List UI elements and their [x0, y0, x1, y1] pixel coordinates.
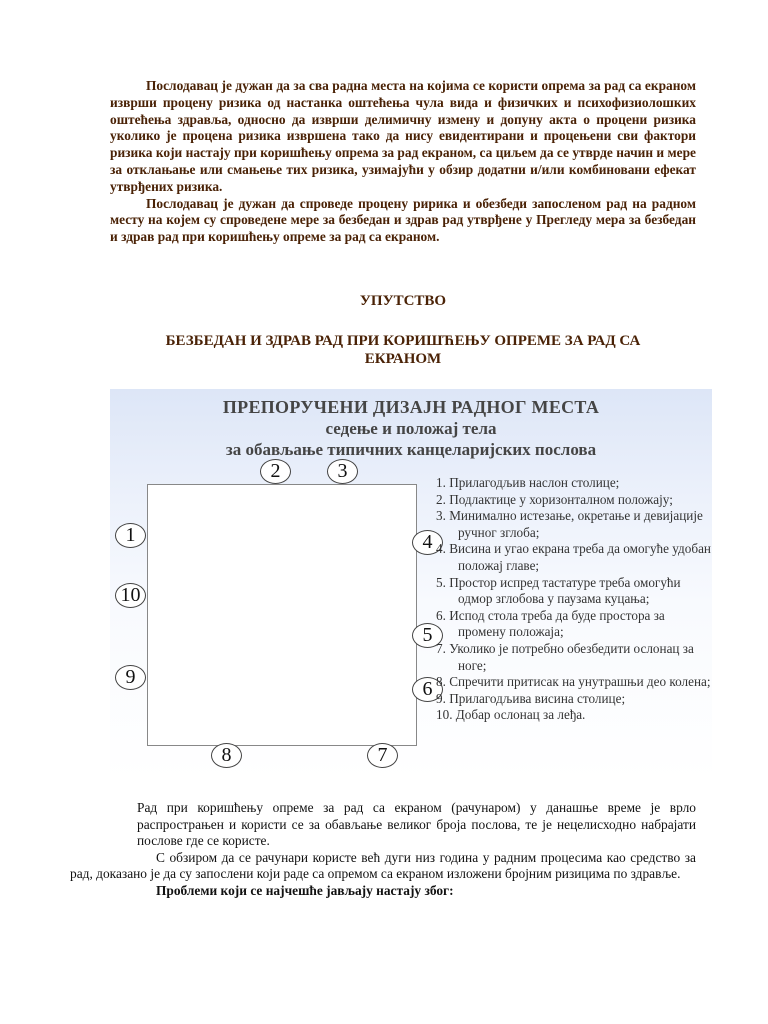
legend-item: 3. Минимално истезање, окретање и девијације ручног зглоба;	[436, 508, 703, 540]
marker-8: 8	[211, 743, 242, 768]
legend-item: 7. Уколико је потребно обезбедити ослонац за ноге;	[436, 640, 694, 673]
legend-item: 6. Испод стола треба да буде простора за промену положаја;	[436, 607, 665, 640]
legend-item: 1. Прилагодљив наслон столице;	[436, 475, 620, 490]
figure-title: ПРЕПОРУЧЕНИ ДИЗАЈН РАДНОГ МЕСТА	[222, 397, 600, 417]
body-paragraph-2: С обзиром да се рачунари користе већ дуги низ година у радним процесима као средство за рад, доказано је да су запослени који раде са опремом са екраном изложени бројним ризицима по здравље.	[70, 849, 696, 882]
marker-4: 4	[412, 530, 443, 555]
legend-item: 9. Прилагодљива висина столице;	[436, 690, 626, 706]
marker-7: 7	[367, 743, 398, 768]
marker-5: 5	[412, 623, 443, 648]
marker-1: 1	[115, 523, 146, 548]
intro-paragraph-2: Послодавац је дужан да спроведе процену ририка и обезбеди запосленом рад на радном месту на којем су спроведене мере за безбедан и здрав рад утврђене у Прегледу мера за безбедан и здрав рад при коришћењу опреме за рад са екраном.	[110, 195, 696, 245]
figure-subtitle-2: за обављање типичних канцеларијских послова	[225, 440, 597, 459]
figure-legend	[436, 475, 712, 724]
workstation-figure	[110, 389, 712, 780]
instruction-heading: УПУТСТВО	[359, 293, 447, 309]
marker-6: 6	[412, 677, 443, 702]
workstation-illustration	[147, 484, 417, 746]
intro-paragraph-1: Послодавац је дужан да за сва радна места на којима се користи опрема за рад са екраном изврши процену ризика од настанка оштећења чула вида и физичких и психофизиолошких оштећења здравља, односно да изврши делимичну измену и допуну акта о процени ризика уколико је процена ризика извршена тако да нису евидентирани и процењени сви фактори ризика који настају при коришћењу опрема за рад екраном, са циљем да се утврде начин и мере за отклањање или смањење тих ризика, узимајући у обзир додатни и/или комбиновани ефекат утврђених ризика.	[110, 78, 696, 194]
body-text	[70, 800, 696, 900]
marker-2: 2	[260, 459, 291, 484]
marker-10: 10	[115, 583, 146, 608]
legend-item: 8. Спречити притисак на унутрашњи део колена;	[436, 674, 711, 690]
figure-subtitle: седење и положај тела	[325, 419, 497, 438]
problems-heading: Проблеми који се најчешће јављају настају због:	[156, 882, 454, 898]
legend-item: 5. Простор испред тастатуре треба омогући одмор зглобова у паузама куцања;	[436, 574, 681, 607]
legend-item: 10. Добар ослонац за леђа.	[436, 707, 586, 723]
marker-3: 3	[327, 459, 358, 484]
intro-text	[110, 78, 696, 246]
legend-item: 4. Висина и угао екрана треба да омогуће удобан положај главе;	[436, 541, 711, 573]
subtitle-heading: БЕЗБЕДАН И ЗДРАВ РАД ПРИ КОРИШЋЕЊУ ОПРЕМЕ ЗА РАД СА ЕКРАНОМ	[165, 333, 641, 367]
marker-9: 9	[115, 665, 146, 690]
body-paragraph-1: Рад при коришћењу опреме за рад са екраном (рачунаром) у данашње време је врло распрострањен и користи се за обављање великог броја послова, те је нецелисходно набрајати послове где се користе.	[137, 800, 696, 849]
legend-item: 2. Подлактице у хоризонталном положају;	[436, 491, 673, 507]
